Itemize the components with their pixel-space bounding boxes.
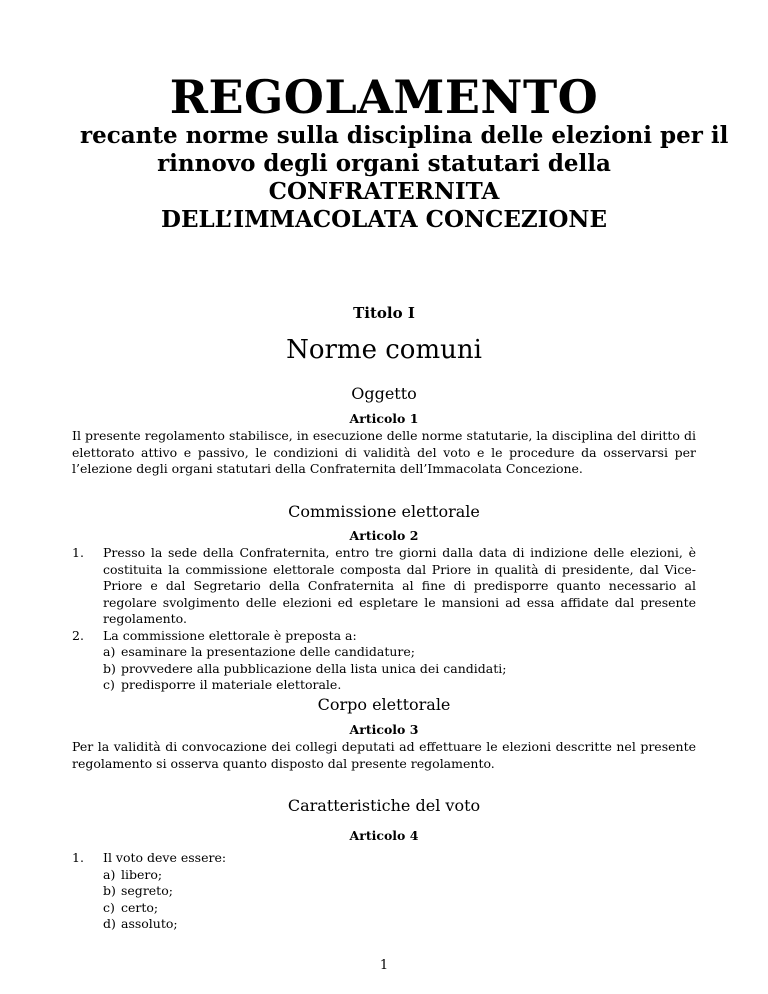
sub-item-text: assoluto; <box>121 916 178 931</box>
article-text: Il presente regolamento stabilisce, in esecuzione delle norme statutarie, la disciplina del diritto di elettorato attivo e passivo, le condizioni di validità del voto e le procedure da osservarsi per l’elezione degli organi statutari della Confraternita dell’Immacolata Concezione. <box>72 428 696 476</box>
sub-list <box>103 867 696 933</box>
sub-item-text: predisporre il materiale elettorale. <box>121 677 342 692</box>
title-part-heading: Norme comuni <box>286 335 482 365</box>
page-number: 1 <box>379 958 389 973</box>
sub-item-letter: c) <box>103 677 115 692</box>
article-number: Articolo 3 <box>349 722 419 737</box>
article-heading: Caratteristiche del voto <box>287 796 481 815</box>
sub-item-letter: d) <box>103 916 116 931</box>
list-item-text: Il voto deve essere: <box>103 850 227 865</box>
sub-item-text: esaminare la presentazione delle candidature; <box>121 644 416 659</box>
document-title: REGOLAMENTO <box>169 70 599 124</box>
sub-item-text: segreto; <box>121 883 173 898</box>
article-number: Articolo 2 <box>349 528 419 543</box>
sub-item-letter: c) <box>103 899 115 915</box>
list-item <box>72 545 696 628</box>
sub-list-item <box>103 677 696 694</box>
list-item-text: La commissione elettorale è preposta a: <box>103 627 357 643</box>
sub-item-letter: a) <box>103 866 116 882</box>
sub-item-letter: b) <box>103 883 116 898</box>
subtitle-line: CONFRATERNITA <box>268 178 500 205</box>
list-item-number: 1. <box>72 850 84 865</box>
article-text: Per la validità di convocazione dei collegi deputati ad effettuare le elezioni descritte nel presente regolamento si osserva quanto disposto dal presente regolamento. <box>72 739 696 771</box>
list-item-number: 1. <box>72 545 84 560</box>
sub-list-item <box>103 661 696 678</box>
sub-item-letter: a) <box>103 644 116 659</box>
sub-item-text: libero; <box>121 866 163 882</box>
article-heading: Oggetto <box>351 384 417 403</box>
title-part-label: Titolo I <box>353 304 415 322</box>
sub-list-item <box>103 644 696 661</box>
article-number: Articolo 4 <box>349 828 419 843</box>
subtitle-line: rinnovo degli organi statutari della <box>157 150 611 177</box>
sub-list-item <box>103 867 696 884</box>
article-number: Articolo 1 <box>349 411 419 426</box>
sub-item-text: certo; <box>121 899 159 915</box>
article-heading: Corpo elettorale <box>317 695 451 714</box>
numbered-list <box>72 545 696 694</box>
list-item <box>72 850 696 933</box>
sub-item-letter: b) <box>103 660 116 676</box>
sub-item-text: provvedere alla pubblicazione della lista unica dei candidati; <box>121 660 507 676</box>
subtitle-line: DELL’IMMACOLATA CONCEZIONE <box>161 206 607 233</box>
sub-list-item <box>103 883 696 900</box>
list-item <box>72 628 696 694</box>
sub-list <box>103 644 696 694</box>
subtitle-line: recante norme sulla disciplina delle elezioni per il <box>80 122 729 149</box>
list-item-number: 2. <box>72 627 84 643</box>
list-item-text: Presso la sede della Confraternita, entro tre giorni dalla data di indizione delle elezioni, è costituita la commissione elettorale composta dal Priore in qualità di presidente, dal Vice-Priore e dal Segretario della Confraternita al fine di predisporre quanto necessario al regolare svolgimento delle elezioni ed espletare le mansioni ad essa affidate dal presente regolamento. <box>103 545 696 626</box>
sub-list-item <box>103 916 696 933</box>
document-subtitle <box>80 122 729 234</box>
sub-list-item <box>103 900 696 917</box>
article-heading: Commissione elettorale <box>288 502 480 521</box>
numbered-list <box>72 850 696 933</box>
